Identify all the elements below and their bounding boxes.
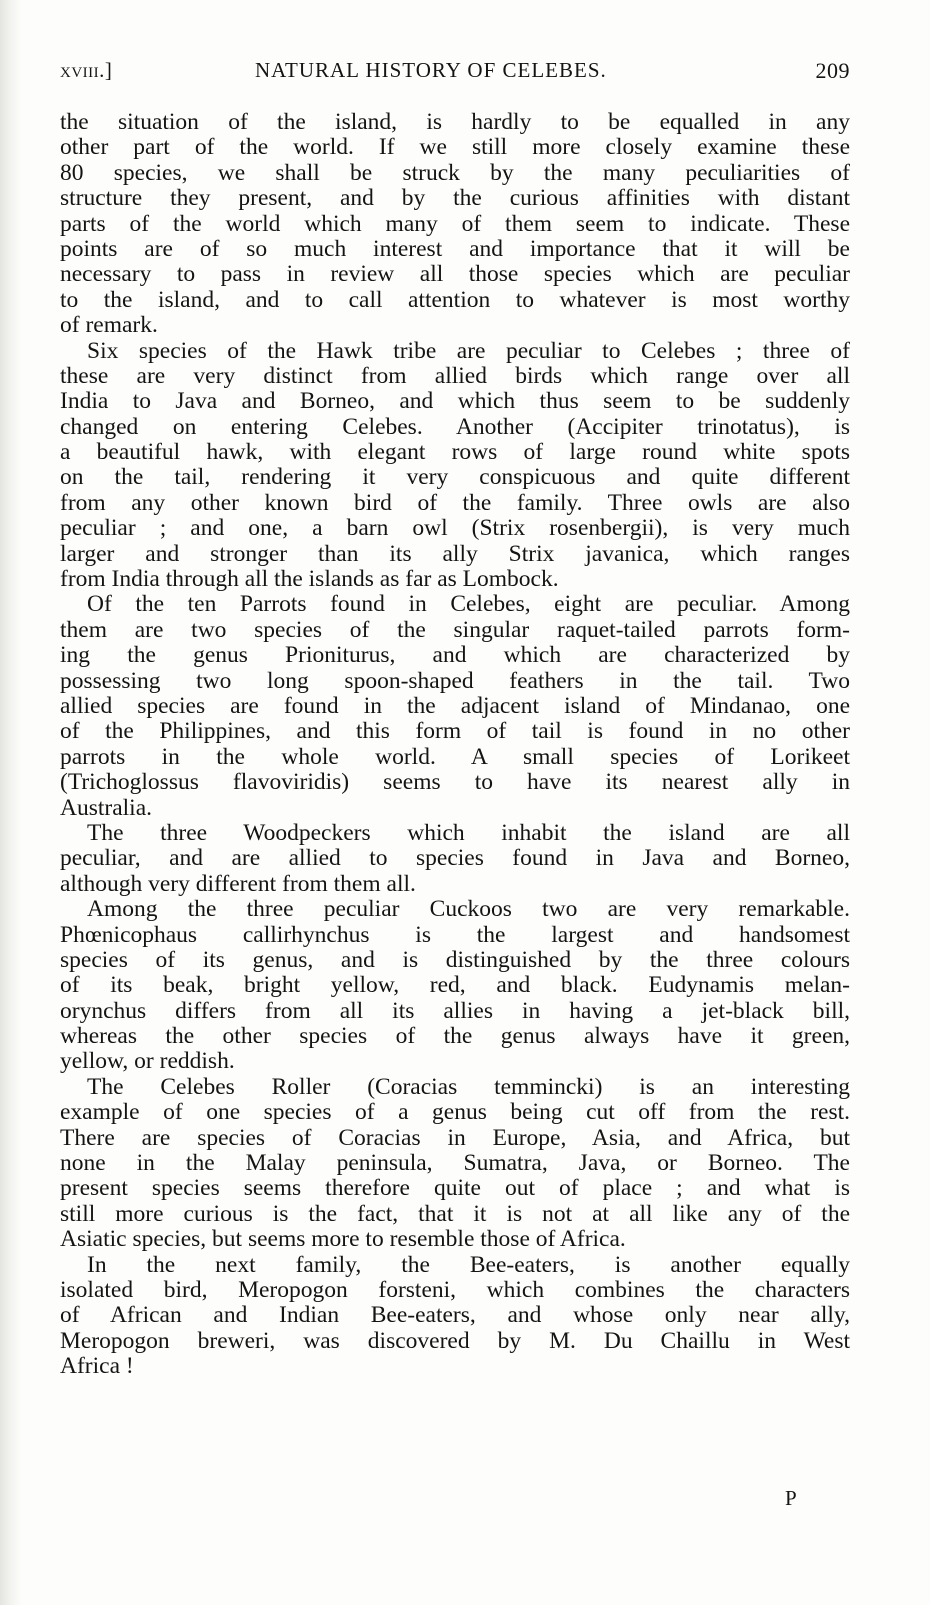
running-title: NATURAL HISTORY OF CELEBES.: [255, 58, 607, 82]
text-line: Australia.: [60, 794, 153, 821]
text-line: the situation of the island, is hardly to be equalled in any: [60, 109, 850, 135]
text-line: none in the Malay peninsula, Sumatra, Java, or Borneo. The: [60, 1150, 850, 1177]
text-line: possessing two long spoon-shaped feathers in the tail. Two: [60, 667, 850, 694]
text-line: present species seems therefore quite out of place ; and what is: [60, 1175, 850, 1202]
text-line: of remark.: [60, 312, 158, 339]
text-line: changed on entering Celebes. Another (Accipiter trinotatus), is: [60, 413, 850, 440]
text-line: to the island, and to call attention to whatever is most worthy: [60, 286, 850, 313]
body-text: [60, 110, 850, 1380]
text-line: of its beak, bright yellow, red, and black. Eudynamis melan-: [60, 972, 850, 999]
text-line: 80 species, we shall be struck by the many peculiarities of: [60, 159, 850, 186]
text-line: larger and stronger than its ally Strix javanica, which ranges: [60, 540, 850, 567]
text-line: although very different from them all.: [60, 870, 416, 897]
running-head: [60, 58, 850, 88]
text-line: Among the three peculiar Cuckoos two are very remarkable.: [87, 896, 850, 923]
text-line: The three Woodpeckers which inhabit the island are all: [87, 819, 850, 846]
text-line: from any other known bird of the family. Three owls are also: [60, 489, 850, 516]
text-line: Of the ten Parrots found in Celebes, eight are peculiar. Among: [87, 591, 850, 618]
text-line: Six species of the Hawk tribe are peculiar to Celebes ; three of: [87, 337, 850, 364]
text-line: In the next family, the Bee-eaters, is another equally: [87, 1251, 850, 1278]
text-line: Asiatic species, but seems more to resemble those of Africa.: [60, 1226, 626, 1253]
text-line: of the Philippines, and this form of tail is found in no other: [60, 718, 850, 745]
text-line: these are very distinct from allied birds which range over all: [60, 362, 850, 389]
text-line: ing the genus Prioniturus, and which are characterized by: [60, 642, 850, 669]
text-line: example of one species of a genus being cut off from the rest.: [60, 1099, 850, 1126]
page-number: 209: [815, 58, 850, 83]
text-line: allied species are found in the adjacent island of Mindanao, one: [60, 692, 850, 719]
text-line: Africa !: [60, 1353, 134, 1380]
text-line: Phœnicophaus callirhynchus is the largest and handsomest: [60, 921, 850, 948]
text-line: The Celebes Roller (Coracias temmincki) is an interesting: [87, 1073, 850, 1100]
text-line: Meropogon breweri, was discovered by M. Du Chaillu in West: [60, 1327, 850, 1354]
text-line: them are two species of the singular raquet-tailed parrots form-: [60, 616, 850, 643]
text-line: other part of the world. If we still more closely examine these: [60, 134, 850, 161]
text-line: points are of so much interest and importance that it will be: [60, 235, 850, 262]
text-line: parts of the world which many of them seem to indicate. These: [60, 210, 850, 237]
text-line: yellow, or reddish.: [60, 1048, 235, 1075]
text-line: peculiar, and are allied to species found in Java and Borneo,: [60, 845, 850, 872]
text-line: There are species of Coracias in Europe, Asia, and Africa, but: [60, 1124, 850, 1151]
text-line: India to Java and Borneo, and which thus seem to be suddenly: [60, 388, 850, 415]
text-line: structure they present, and by the curious affinities with distant: [60, 185, 850, 212]
text-line: of African and Indian Bee-eaters, and whose only near ally,: [60, 1302, 850, 1329]
text-line: whereas the other species of the genus always have it green,: [60, 1023, 850, 1050]
text-line: isolated bird, Meropogon forsteni, which combines the characters: [60, 1276, 850, 1303]
text-line: from India through all the islands as far as Lombock.: [60, 566, 559, 593]
chapter-reference: xviii.]: [60, 58, 113, 82]
text-line: still more curious is the fact, that it is not at all like any of the: [60, 1200, 850, 1227]
text-line: (Trichoglossus flavoviridis) seems to have its nearest ally in: [60, 769, 850, 796]
text-line: peculiar ; and one, a barn owl (Strix rosenbergii), is very much: [60, 515, 850, 542]
text-line: a beautiful hawk, with elegant rows of large round white spots: [60, 439, 850, 466]
text-line: orynchus differs from all its allies in having a jet-black bill,: [60, 997, 850, 1024]
text-line: parrots in the whole world. A small species of Lorikeet: [60, 743, 850, 770]
page-edge-shadow: [0, 0, 22, 1605]
text-line: species of its genus, and is distinguished by the three colours: [60, 946, 850, 973]
signature-mark: P: [785, 1486, 797, 1510]
text-line: necessary to pass in review all those species which are peculiar: [60, 261, 850, 288]
text-line: on the tail, rendering it very conspicuous and quite different: [60, 464, 850, 491]
